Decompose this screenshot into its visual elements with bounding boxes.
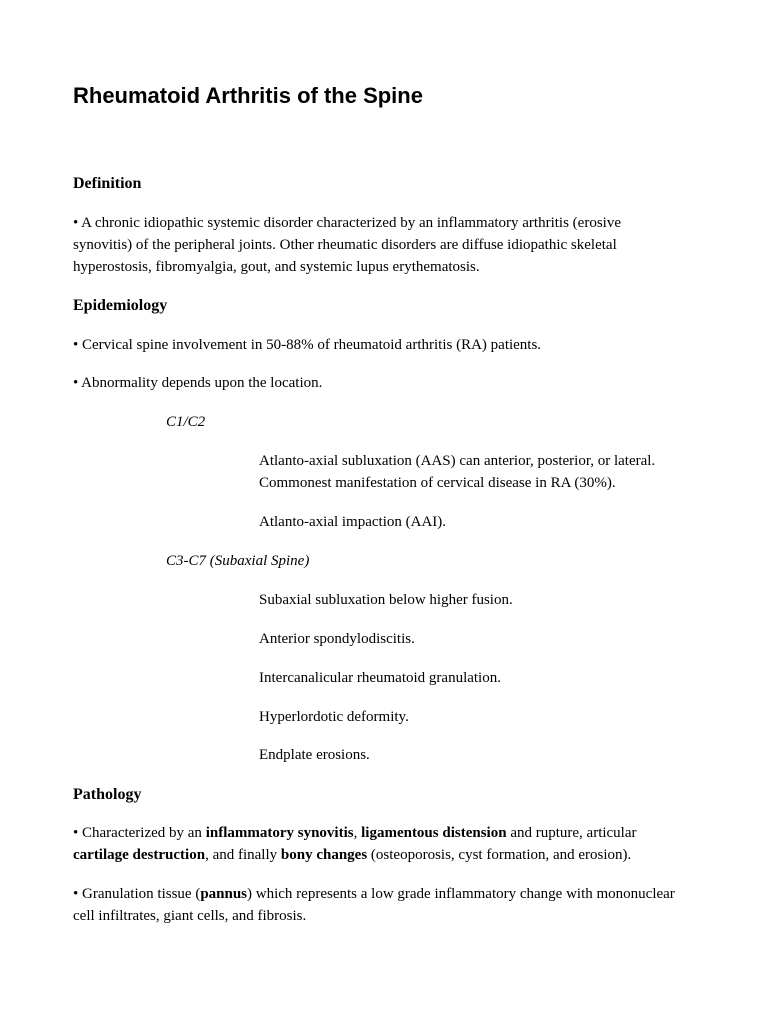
c3c7-item: Anterior spondylodiscitis. [259,631,415,647]
text-run: ) which represents a low grade inflammatory change with mononuclear [247,886,675,902]
text-run: , [353,825,362,841]
c3c7-item: Subaxial subluxation below higher fusion. [259,592,513,608]
page-title: Rheumatoid Arthritis of the Spine [73,83,423,108]
text-line [73,822,713,844]
text-line: hyperostosis, fibromyalgia, gout, and systemic lupus erythematosis. [73,259,480,275]
definition-paragraph [73,212,713,278]
text-line [73,883,713,905]
text-run: and rupture, articular [506,825,637,841]
c3c7-item: Intercanalicular rheumatoid granulation. [259,670,501,686]
heading-epidemiology: Epidemiology [73,297,168,314]
epidemiology-bullet-2: • Abnormality depends upon the location. [73,375,323,391]
c3c7-item: Hyperlordotic deformity. [259,709,409,725]
text-line: Commonest manifestation of cervical disease in RA (30%). [259,475,616,491]
pathology-paragraph-2 [73,883,713,927]
text-run: , and finally [205,847,281,863]
text-line: synovitis) of the peripheral joints. Other rheumatic disorders are diffuse idiopathic skeletal [73,237,617,253]
text-run: (osteoporosis, cyst formation, and erosion). [367,847,632,863]
text-line: Atlanto-axial subluxation (AAS) can anterior, posterior, or lateral. [259,453,656,469]
heading-definition: Definition [73,175,142,192]
bold-term: cartilage destruction [73,847,206,863]
text-line: • A chronic idiopathic systemic disorder characterized by an inflammatory arthritis (erosive [73,215,621,231]
heading-pathology: Pathology [73,786,142,803]
c1c2-item-2: Atlanto-axial impaction (AAI). [259,514,447,530]
subheading-c3-c7: C3-C7 (Subaxial Spine) [166,553,310,569]
bold-term: ligamentous distension [361,825,507,841]
text-line: cell infiltrates, giant cells, and fibrosis. [73,908,307,924]
c1c2-item-1 [259,450,719,494]
epidemiology-bullet-1: • Cervical spine involvement in 50-88% of rheumatoid arthritis (RA) patients. [73,337,542,353]
text-line [73,844,713,866]
pathology-paragraph-1 [73,822,713,866]
text-run: • Characterized by an [73,825,206,841]
text-run: • Granulation tissue ( [73,886,201,902]
subheading-c1-c2: C1/C2 [166,414,206,430]
bold-term: inflammatory synovitis [205,825,354,841]
bold-term: pannus [200,886,248,902]
bold-term: bony changes [280,847,368,863]
c3c7-item: Endplate erosions. [259,747,370,763]
